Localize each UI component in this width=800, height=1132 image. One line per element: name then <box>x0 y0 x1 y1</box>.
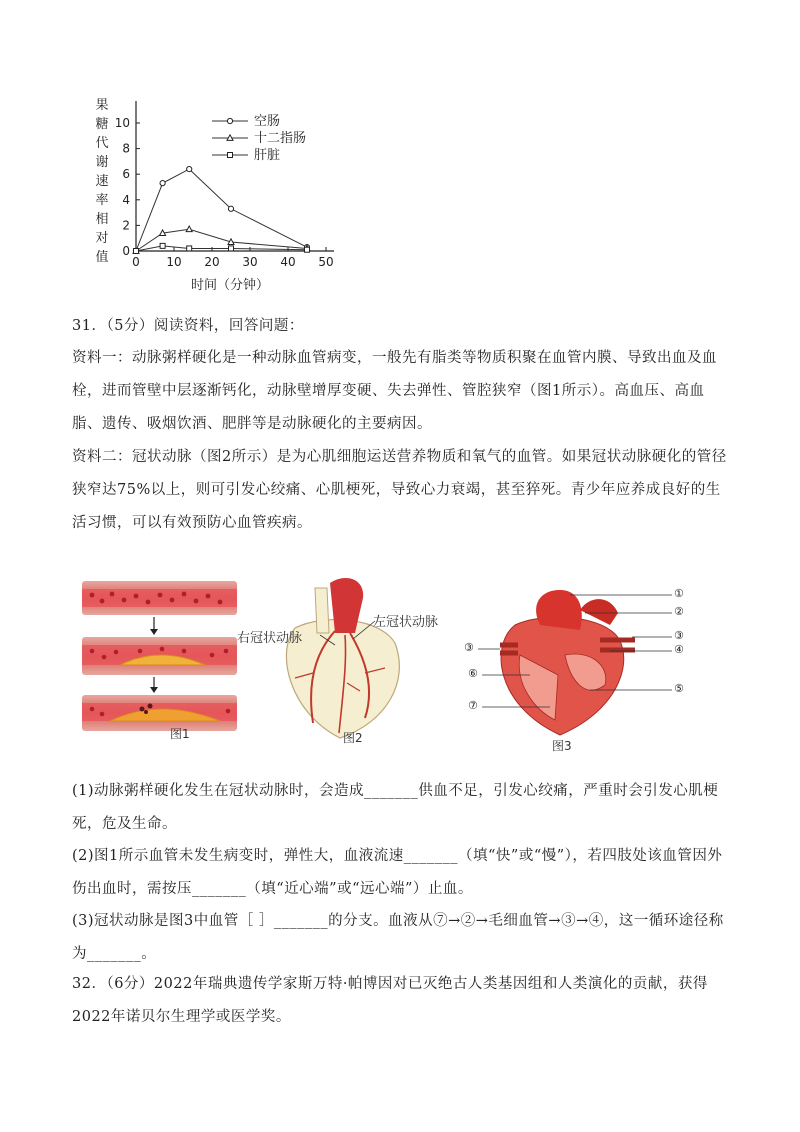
artery-illustration <box>80 575 240 750</box>
figure-2 <box>235 573 445 753</box>
y-tick-label: 4 <box>122 192 130 207</box>
legend-marker <box>228 153 233 158</box>
heart-label-1: ① <box>674 587 684 600</box>
legend-marker <box>227 118 232 123</box>
data-point-1 <box>186 226 192 232</box>
y-axis-label-char: 值 <box>95 250 109 265</box>
heart-label-3-right: ③ <box>674 629 684 642</box>
y-tick-label: 0 <box>122 244 130 258</box>
figure-2-caption: 图2 <box>343 731 363 745</box>
right-coronary-artery-label: 右冠状动脉 <box>237 631 303 646</box>
figure-1-caption: 图1 <box>170 727 190 741</box>
legend-label: 肝脏 <box>254 148 281 163</box>
figure-3 <box>460 585 705 755</box>
q31-title: 31．（5分）阅读资料，回答问题： <box>72 318 304 334</box>
q31-subquestion-1: (1)动脉粥样硬化发生在冠状动脉时，会造成_______供血不足，引发心绞痛，严重时会引发心肌梗死，危及生命。 <box>72 783 719 832</box>
data-point-0 <box>187 166 192 171</box>
y-axis-label-char: 速 <box>95 174 109 189</box>
q31-material-1: 资料一：动脉粥样硬化是一种动脉血管病变，一般先有脂类等物质积聚在血管内膜、导致出血及血栓，进而管壁中层逐渐钙化，动脉壁增厚变硬、失去弹性、管腔狭窄（图1所示）。高血压、高血脂、遗传、吸烟饮酒、肥胖等是动脉硬化的主要病因。 <box>72 350 717 432</box>
y-axis-label-char: 相 <box>95 212 109 227</box>
chart-svg <box>80 95 360 300</box>
legend-label: 空肠 <box>254 114 281 129</box>
q32-text: 32．（6分）2022年瑞典遗传学家斯万特·帕博因对已灭绝古人类基因组和人类演化的贡献，获得2022年诺贝尔生理学或医学奖。 <box>72 976 708 1025</box>
figure-1 <box>80 575 240 750</box>
y-axis-label-char: 代 <box>95 136 109 151</box>
fructose-chart <box>80 95 360 300</box>
y-tick-label: 2 <box>122 218 130 233</box>
data-point-0 <box>160 181 165 186</box>
data-point-2 <box>187 246 192 251</box>
heart-label-2: ② <box>674 605 684 618</box>
left-coronary-artery-label: 左冠状动脉 <box>373 615 439 630</box>
y-axis-label-char: 对 <box>95 231 109 246</box>
y-axis-label-char: 果 <box>95 98 109 113</box>
heart-section-illustration <box>460 585 705 755</box>
y-tick-label: 10 <box>114 116 130 130</box>
heart-label-3-left: ③ <box>464 641 474 654</box>
y-axis-label-char: 率 <box>95 193 109 208</box>
heart-label-7: ⑦ <box>468 699 478 712</box>
y-axis-label-char: 谢 <box>95 155 109 170</box>
data-point-2 <box>229 246 234 251</box>
x-tick-label: 20 <box>204 255 220 269</box>
x-tick-label: 0 <box>132 255 140 269</box>
y-tick-label: 6 <box>122 167 130 182</box>
coronary-heart-illustration <box>235 573 445 753</box>
x-tick-label: 50 <box>318 255 334 269</box>
y-axis-label-char: 糖 <box>95 117 109 132</box>
data-point-2 <box>160 243 165 248</box>
x-axis-label: 时间（分钟） <box>190 278 270 293</box>
x-tick-label: 10 <box>166 255 182 269</box>
q31-subquestion-2: (2)图1所示血管未发生病变时，弹性大，血液流速_______（填“快”或“慢”），若四肢处该血管因外伤出血时，需按压_______（填“近心端”或“远心端”）止血。 <box>72 848 723 897</box>
data-point-2 <box>134 249 139 254</box>
y-tick-label: 8 <box>122 141 130 156</box>
heart-label-6: ⑥ <box>468 667 478 680</box>
data-point-0 <box>228 206 233 211</box>
q31-subquestion-3: (3)冠状动脉是图3中血管［ ］_______的分支。血液从⑦→②→毛细血管→③→④，这一循环途径称为_______。 <box>72 913 724 962</box>
figure-3-caption: 图3 <box>552 739 572 753</box>
legend-label: 十二指肠 <box>254 131 307 146</box>
x-tick-label: 30 <box>242 255 258 269</box>
heart-label-4: ④ <box>674 643 684 656</box>
data-point-2 <box>305 247 310 252</box>
chart-legend <box>212 113 306 163</box>
y-axis-label <box>95 98 108 265</box>
x-tick-label: 40 <box>280 255 296 269</box>
heart-label-5: ⑤ <box>674 682 684 695</box>
q31-material-2: 资料二：冠状动脉（图2所示）是为心肌细胞运送营养物质和氧气的血管。如果冠状动脉硬化的管径狭窄达75%以上，则可引发心绞痛、心肌梗死，导致心力衰竭，甚至猝死。青少年应养成良好的生活习惯，可以有效预防心血管疾病。 <box>72 449 727 531</box>
